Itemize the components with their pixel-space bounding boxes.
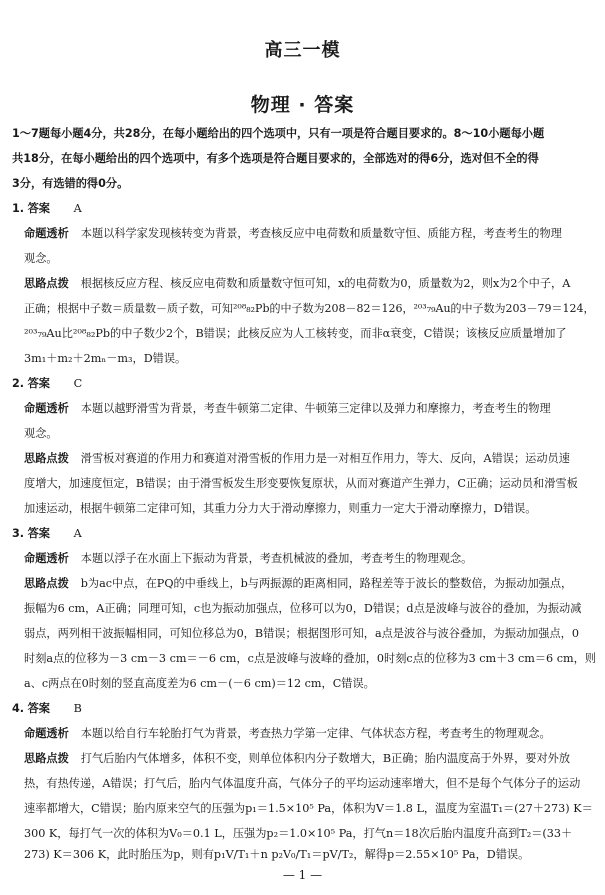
hint-line: 热，有热传递，A错误；打气后，胎内气体温度升高，气体分子的平均运动速率增大，但不是每个气体分子的运动 bbox=[24, 777, 581, 790]
subject-title: 物理 · 答案 bbox=[250, 94, 355, 116]
hint-line: 正确；根据中子数＝质量数－质子数，可知²⁰⁸₈₂Pb的中子数为208－82＝126，²⁰³₇₉Au的中子数为203－79＝124， bbox=[24, 302, 595, 315]
intent-label: 命题透析 bbox=[24, 402, 69, 415]
question-2-header bbox=[12, 377, 597, 391]
answer-value: B bbox=[73, 702, 82, 715]
hint-line bbox=[24, 577, 597, 591]
hint-line: 度增大，加速度恒定，B错误；由于滑雪板发生形变要恢复原状，从而对赛道产生弹力，C正确；运动员和滑雪板 bbox=[24, 477, 578, 490]
intent-label: 命题透析 bbox=[24, 552, 69, 565]
question-3-header bbox=[12, 527, 597, 541]
intent-line bbox=[24, 727, 597, 741]
answer-label: 答案 bbox=[27, 377, 50, 390]
hint-line: ²⁰³₇₉Au比²⁰⁸₈₂Pb的中子数少2个，B错误；此核反应为人工核转变，而非α衰变，C错误；该核反应质量增加了 bbox=[24, 327, 567, 340]
intent-text: 本题以越野滑雪为背景，考查牛顿第二定律、牛顿第三定律以及弹力和摩擦力，考查考生的物理 bbox=[80, 402, 551, 415]
hint-text: 滑雪板对赛道的作用力和赛道对滑雪板的作用力是一对相互作用力，等大、反向，A错误；运动员速 bbox=[80, 452, 570, 465]
intent-line bbox=[24, 402, 597, 416]
intent-label: 命题透析 bbox=[24, 227, 69, 240]
instruction-line: 共18分，在每小题给出的四个选项中，有多个选项是符合题目要求的，全部选对的得6分，选对但不全的得 bbox=[12, 152, 539, 165]
question-1-header bbox=[12, 202, 597, 216]
hint-label: 思路点拨 bbox=[24, 452, 69, 465]
hint-text: b为ac中点，在PQ的中垂线上，b与两振源的距离相同，路程差等于波长的整数倍，为振动加强点， bbox=[80, 577, 573, 590]
hint-text: 根据核反应方程、核反应电荷数和质量数守恒可知，x的电荷数为0，质量数为2，则x为2个中子，A bbox=[80, 277, 571, 290]
answer-value: C bbox=[73, 377, 83, 390]
hint-line: 速率都增大，C错误；胎内原来空气的压强为p₁＝1.5×10⁵ Pa，体积为V＝1.8 L，温度为室温T₁＝(27＋273) K＝ bbox=[24, 802, 593, 815]
answer-value: A bbox=[73, 202, 82, 215]
hint-line: 3m₁＋m₂＋2mₙ－m₃，D错误。 bbox=[24, 352, 187, 365]
intent-text: 本题以浮子在水面上下振动为背景，考查机械波的叠加，考查考生的物理观念。 bbox=[80, 552, 473, 565]
answer-label: 答案 bbox=[27, 202, 50, 215]
hint-line bbox=[24, 752, 597, 766]
intent-text: 本题以给自行车轮胎打气为背景，考查热力学第一定律、气体状态方程，考查考生的物理观念。 bbox=[80, 727, 551, 740]
hint-line: 振幅为6 cm，A正确；同理可知，c也为振动加强点，位移可以为0，D错误；d点是波峰与波谷的叠加，为振动减 bbox=[24, 602, 582, 615]
intent-line: 观念。 bbox=[24, 252, 58, 265]
hint-line: 加速运动，根据牛顿第二定律可知，其重力分力大于滑动摩擦力，则重力一定大于滑动摩擦力，D错误。 bbox=[24, 502, 537, 515]
hint-label: 思路点拨 bbox=[24, 752, 69, 765]
hint-text: 打气后胎内气体增多，体积不变，则单位体积内分子数增大，B正确；胎内温度高于外界，要对外放 bbox=[80, 752, 571, 765]
hint-line: 273) K＝306 K，此时胎压为p，则有p₁V/T₁＋n p₂V₀/T₁＝pV/T₂，解得p＝2.55×10⁵ Pa，D错误。 bbox=[24, 848, 530, 861]
answer-label: 答案 bbox=[27, 527, 50, 540]
hint-line bbox=[24, 452, 597, 466]
question-number: 1. bbox=[12, 202, 25, 215]
instruction-line: 1～7题每小题4分，共28分，在每小题给出的四个选项中，只有一项是符合题目要求的。8～10小题每小题 bbox=[12, 127, 545, 140]
hint-line: 时刻a点的位移为－3 cm－3 cm＝－6 cm，c点是波峰与波峰的叠加，0时刻c点的位移为3 cm＋3 cm＝6 cm，则 bbox=[24, 652, 596, 665]
hint-line: 300 K，每打气一次的体积为V₀＝0.1 L，压强为p₂＝1.0×10⁵ Pa，打气n＝18次后胎内温度升高到T₂＝(33＋ bbox=[24, 827, 573, 840]
intent-label: 命题透析 bbox=[24, 727, 69, 740]
intent-line bbox=[24, 227, 597, 241]
hint-label: 思路点拨 bbox=[24, 577, 69, 590]
question-number: 3. bbox=[12, 527, 25, 540]
intent-line: 观念。 bbox=[24, 427, 58, 440]
exam-title: 高三一模 bbox=[264, 40, 341, 61]
hint-line: a、c两点在0时刻的竖直高度差为6 cm－(－6 cm)＝12 cm，C错误。 bbox=[24, 677, 375, 690]
hint-label: 思路点拨 bbox=[24, 277, 69, 290]
question-number: 4. bbox=[12, 702, 25, 715]
hint-line bbox=[24, 277, 597, 291]
question-number: 2. bbox=[12, 377, 25, 390]
intent-line bbox=[24, 552, 597, 566]
answer-label: 答案 bbox=[27, 702, 50, 715]
question-4-header bbox=[12, 702, 597, 716]
instruction-line: 3分，有选错的得0分。 bbox=[12, 177, 129, 190]
intent-text: 本题以科学家发现核转变为背景，考查核反应中电荷数和质量数守恒、质能方程，考查考生的物理 bbox=[80, 227, 562, 240]
hint-line: 弱点，两列相干波振幅相同，可知位移总为0，B错误；根据图形可知，a点是波谷与波谷叠加，为振动加强点，0 bbox=[24, 627, 579, 640]
answer-value: A bbox=[73, 527, 82, 540]
page-number: — 1 — bbox=[282, 868, 323, 882]
